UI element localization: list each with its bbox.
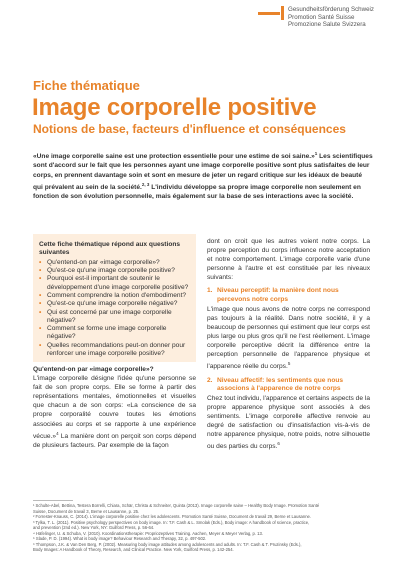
footnote-divider <box>33 500 73 501</box>
logo-accent-bar <box>258 12 280 15</box>
footnote-ref: 6 <box>277 441 280 447</box>
body-paragraph <box>207 305 370 372</box>
question-item: • Quelles recommandations peut-on donner pour renforcer une image corporelle positive? <box>39 342 189 359</box>
brand-line-fr: Promotion Santé Suisse <box>288 13 355 21</box>
body-paragraph <box>207 394 370 452</box>
heading-number: 2. <box>207 376 213 384</box>
questions-box-title: Cette fiche thématique répond aux questions suivantes <box>39 241 181 257</box>
footnotes <box>33 503 378 553</box>
question-item: • Qu'entend-on par «image corporelle»? <box>39 259 189 267</box>
question-item: • Qu'est-ce qu'une image corporelle positive? <box>39 267 189 275</box>
section-heading-affective <box>207 377 370 394</box>
logo-vertical-bar <box>281 6 284 20</box>
document-title: Image corporelle positive <box>32 94 317 121</box>
questions-list <box>39 259 189 359</box>
question-item: • Qu'est-ce qu'une image corporelle négative? <box>39 300 189 308</box>
body-text: La manière dont on perçoit son corps dépend de plusieurs facteurs. Par exemple de la façon <box>33 432 196 449</box>
footnote: ¹ Schulte-Abel, Bettina, Testera Borrelli, Chiara, Schär, Christa & Schneiter, Quinta (2013). Image corporelle saine – Healthy Body Image. Promotion Santé <box>33 503 320 508</box>
heading-number: 1. <box>207 287 213 295</box>
footnote: ² Forrester-Knauss, C. (2014). L'image corporelle positive chez les adolescents. Promotion Santé Suisse, Document de travail 29, Berne et Lausanne. <box>33 514 312 519</box>
footnote: ⁶ Thompson, J.K. & Van Den Berg, P. (2002). Measuring body image attitudes among adolescents and adults. In: T.F. Cash & T. Pruzinsky (Eds.), <box>33 541 302 547</box>
heading-text: Niveau affectif: les sentiments que nous <box>217 376 344 384</box>
body-paragraph <box>33 374 196 450</box>
footnote-ref: 1 <box>314 151 318 156</box>
question-item: • Comment comprendre la notion d'embodiment? <box>39 292 189 300</box>
footnote: ⁵ Slade, P. D. (1994). What is body image? Behaviour Research and Therapy, 32, p. 497-502. <box>33 536 207 541</box>
document-kicker: Fiche thématique <box>33 78 140 93</box>
questions-box <box>33 234 196 362</box>
lead-paragraph <box>33 149 373 201</box>
heading-text: Niveau perceptif: la manière dont nous <box>217 287 339 295</box>
heading-text-cont: associons à l'apparence de notre corps <box>217 385 341 393</box>
footnote: Suisse, Document de travail 3, Berne et Lausanne, p. 25. <box>33 508 140 514</box>
footnote-ref: 2, 3 <box>141 181 150 187</box>
body-text: Chez tout individu, l'apparence et certains aspects de la propre apparence physique sont associés à des sentiments. L'image corporelle affective renvoie au degré de satisfaction ou d'insatisfaction vis-à-vis de notre apparence physique, notre poids, notre silhouette ou des parties du corps. <box>207 394 370 451</box>
document-subtitle: Notions de base, facteurs d'influence et conséquences <box>33 122 346 136</box>
right-column <box>207 237 370 456</box>
body-paragraph: dont on croit que les autres voient notre corps. La propre perception du corps influence notre acceptation et notre comportement. L'image corporelle varie d'une personne à l'autre et est constituée par les niveaux suivants: <box>207 238 370 282</box>
footnote-ref: 4 <box>56 430 59 436</box>
brand-line-it: Promozione Salute Svizzera <box>288 21 366 29</box>
question-item: • Qui est concerné par une image corporelle négative? <box>39 309 189 326</box>
section-heading-perceptive <box>207 287 370 304</box>
left-column <box>33 365 196 455</box>
body-text: L'image corporelle désigne l'idée qu'une personne se fait de son propre corps. Elle se forme à partir des représentations mentales, émotionnelles et visuelles que chacun a de son corps: «La conscience de sa propre corporalité couvre toutes les émotions associées au corps et se rapporte à une expérience vécue.» <box>33 375 196 440</box>
footnote: ⁴ Häfelinger, U. & Schuba, V. (2010). Koordinationstherapie: Propriozeptives Training. Aachen, Meyer & Meyer Verlag, p. 13. <box>33 530 263 536</box>
footnote-ref: 5 <box>287 361 291 367</box>
section-heading-body-image: Qu'entend-on par «image corporelle»? <box>33 366 154 373</box>
footnote: and prevention (2nd ed.). New York, NY: Guilford Press, p. 56-64. <box>33 525 155 530</box>
brand-line-de: Gesundheitsförderung Schweiz <box>288 6 374 13</box>
lead-text: Les scientifiques sont d'accord sur le fait que les personnes ayant une image corporelle positive sont plus satisfaites de leur corps, en prennent davantage soin et sont en mesure de jeter un regard critique sur les idéaux de beauté qui prévalent au sein de la société. <box>33 153 373 191</box>
question-item: • Comment se forme une image corporelle négative? <box>39 325 189 342</box>
lead-text-end: L'individu développe sa propre image corporelle non seulement en fonction de son évolution personnelle, mais également sur la base de ses interactions avec la société. <box>33 183 361 201</box>
brand-name <box>288 6 374 29</box>
footnote: Body Images: A Handbook of Theory, Research, and Clinical Practice. New York, Guilford Press, p. 142-254. <box>33 547 234 552</box>
footnote: ³ Tylka, T. L. (2011). Positive psychology perspectives on body image. In: T.F. Cash & L. Smolak (Eds.), Body image: A handbook of science, practice, <box>33 519 310 525</box>
question-item: • Pourquoi est-il important de soutenir le développement d'une image corporelle positive? <box>39 275 189 292</box>
lead-quote: «Une image corporelle saine est une protection essentielle pour une estime de soi saine.» <box>33 153 315 161</box>
body-text: L'image que nous avons de notre corps ne correspond pas toujours à la réalité. Dans notre société, il y a beaucoup de personnes qui estiment que leur corps est plus large ou plus gros qu'il ne l'est réellement. L'image corporelle perceptive décrit la différence entre la perception personnelle de l'apparence physique et l'apparence réelle du corps. <box>207 305 370 371</box>
heading-text-cont: percevons notre corps <box>217 296 289 304</box>
brand-logo <box>258 6 398 29</box>
